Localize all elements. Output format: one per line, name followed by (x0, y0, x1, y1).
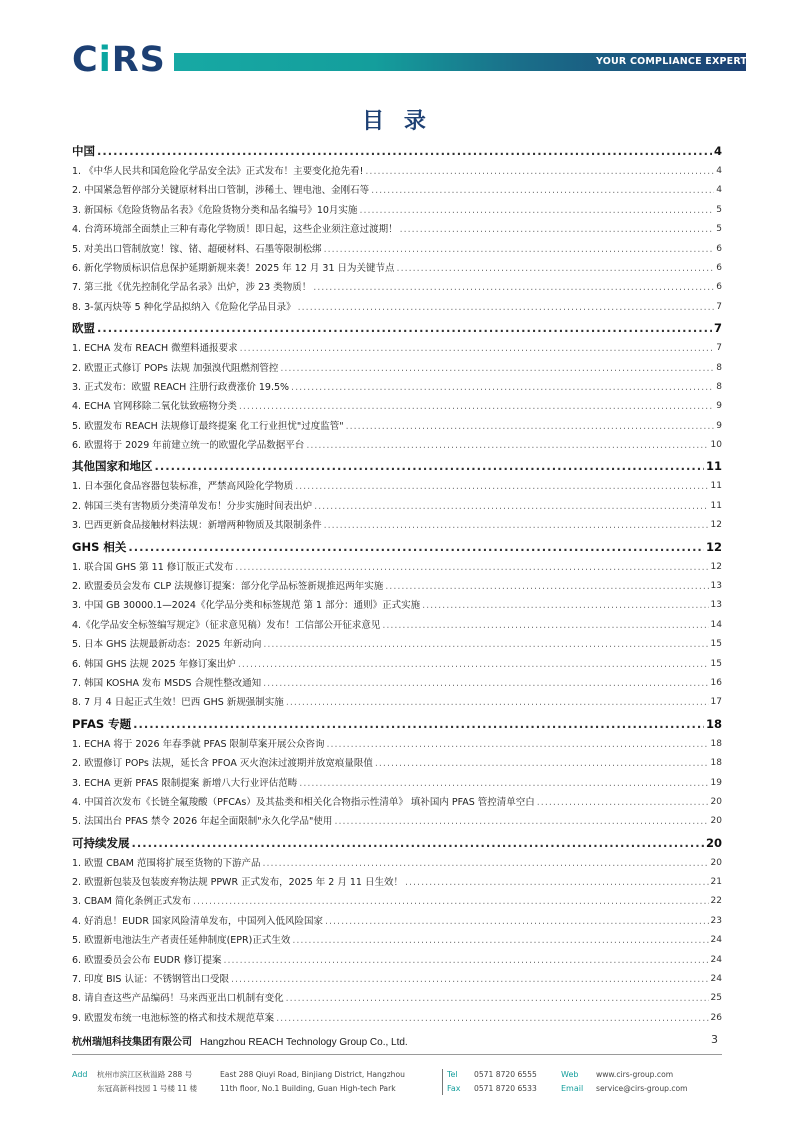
toc-section-heading[interactable] (72, 536, 722, 558)
toc-leader-dots (365, 162, 714, 181)
toc-leader-dots (133, 713, 704, 735)
toc-entry[interactable] (72, 616, 722, 635)
address-label: Add (72, 1070, 88, 1079)
toc-leader-dots (327, 735, 709, 754)
toc-entry[interactable] (72, 674, 722, 693)
email-address[interactable]: service@cirs-group.com (596, 1084, 688, 1093)
toc-entry-page: 9 (716, 420, 722, 431)
toc-entry[interactable] (72, 359, 722, 378)
logo-text: CiRS (72, 40, 166, 80)
toc-entry-page: 7 (716, 301, 722, 312)
toc-entry-page: 7 (716, 343, 722, 354)
toc-entry-title: 8. 请自查这些产品编码！马来西亚出口机制有变化 (72, 993, 284, 1005)
toc-entry[interactable] (72, 774, 722, 793)
toc-entry-page: 5 (716, 224, 722, 235)
toc-entry[interactable] (72, 278, 722, 297)
toc-entry[interactable] (72, 558, 722, 577)
toc-entry-page: 15 (710, 639, 722, 650)
toc-entry[interactable] (72, 912, 722, 931)
toc-entry-page: 11 (710, 481, 722, 492)
toc-leader-dots (306, 436, 708, 455)
toc-entry-title: 2. 中国紧急暂停部分关键原材料出口管制，涉稀土、锂电池、金刚石等 (72, 185, 370, 197)
toc-entry-title: 7. 印度 BIS 认证：不锈钢管出口受限 (72, 974, 229, 986)
toc-entry-page: 24 (710, 954, 722, 965)
tel-label: Tel (447, 1070, 458, 1079)
toc-entry-page: 14 (710, 619, 722, 630)
address-en-line1: East 288 Qiuyi Road, Binjiang District, Hangzhou (220, 1070, 405, 1079)
toc-section-page: 12 (705, 539, 722, 554)
toc-title: 目 录 (362, 109, 432, 134)
toc-leader-dots (239, 397, 714, 416)
address-cn-line1: 杭州市滨江区秋溢路 288 号 (97, 1070, 193, 1079)
toc-entry[interactable] (72, 259, 722, 278)
toc-entry[interactable] (72, 417, 722, 436)
address-cn-line2: 东冠高新科技园 1 号楼 11 楼 (97, 1084, 198, 1093)
toc-entry-page: 24 (710, 974, 722, 985)
toc-section-heading[interactable] (72, 713, 722, 735)
toc-leader-dots (385, 577, 708, 596)
toc-leader-dots (276, 1009, 708, 1028)
toc-leader-dots (128, 536, 704, 558)
toc-leader-dots (97, 140, 712, 162)
toc-entry[interactable] (72, 181, 722, 200)
cirs-logo (72, 40, 166, 80)
toc-entry-title: 3. 巴西更新食品接触材料法规：新增两种物质及其限制条件 (72, 520, 322, 532)
footer-company (72, 1033, 408, 1048)
footer-separator (442, 1069, 443, 1095)
toc-leader-dots (262, 854, 708, 873)
toc-entry-page: 13 (710, 581, 722, 592)
toc-entry-title: 1. 日本强化食品容器包装标准，严禁高风险化学物质 (72, 481, 294, 493)
toc-entry-title: 5. 欧盟发布 REACH 法规修订最终提案 化工行业担忧"过度监管" (72, 420, 344, 432)
toc-entry-page: 23 (710, 915, 722, 926)
toc-entry-page: 20 (710, 816, 722, 827)
toc-leader-dots (405, 873, 709, 892)
toc-entry-page: 4 (716, 185, 722, 196)
toc-entry[interactable] (72, 635, 722, 654)
toc-entry-title: 2. 韩国三类有害物质分类清单发布！分步实施时间表出炉 (72, 500, 313, 512)
toc-leader-dots (397, 259, 715, 278)
toc-leader-dots (324, 516, 709, 535)
toc-entry-page: 25 (710, 993, 722, 1004)
toc-leader-dots (224, 951, 709, 970)
toc-entry-title: 5. 对美出口管制放宽！镓、锗、超硬材料、石墨等限制松绑 (72, 243, 322, 255)
email-label: Email (561, 1084, 584, 1093)
toc-entry-title: 1. ECHA 发布 REACH 微塑料通报要求 (72, 343, 238, 355)
toc-entry-title: 5. 法国出台 PFAS 禁令 2026 年起全面限制"永久化学品"使用 (72, 816, 333, 828)
address-en-line2: 11th floor, No.1 Building, Guan High-tech Park (220, 1084, 396, 1093)
toc-entry-title: 6. 韩国 GHS 法规 2025 年修订案出炉 (72, 658, 236, 670)
toc-leader-dots (382, 616, 708, 635)
toc-entry-title: 1. 欧盟 CBAM 范围将扩展至货物的下游产品 (72, 857, 261, 869)
toc-section-title: 欧盟 (72, 321, 95, 336)
toc-entry-page: 6 (716, 243, 722, 254)
toc-entry-title: 3. ECHA 更新 PFAS 限制提案 新增八大行业评估范畴 (72, 777, 298, 789)
toc-entry-title: 4. ECHA 官网移除二氧化钛致癌物分类 (72, 401, 237, 413)
toc-leader-dots (97, 317, 712, 339)
toc-entry-page: 17 (710, 697, 722, 708)
toc-section-page: 20 (705, 835, 722, 850)
toc-entry-title: 6. 新化学物质标识信息保护延期新规来袭！2025 年 12 月 31 日为关键节点 (72, 262, 395, 274)
toc-section-heading[interactable] (72, 832, 722, 854)
toc-leader-dots (235, 558, 708, 577)
toc-entry-page: 20 (710, 857, 722, 868)
web-label: Web (561, 1070, 579, 1079)
toc-section-page: 18 (705, 716, 722, 731)
toc-entry-page: 22 (710, 896, 722, 907)
toc-leader-dots (346, 417, 715, 436)
toc-entry-title: 7. 第三批《优先控制化学品名录》出炉，涉 23 类物质！ (72, 282, 312, 294)
toc-leader-dots (325, 912, 709, 931)
toc-leader-dots (193, 893, 709, 912)
toc-entry-page: 21 (710, 877, 722, 888)
toc-entry-page: 8 (716, 362, 722, 373)
toc-leader-dots (291, 378, 714, 397)
toc-entry-title: 9. 欧盟发布统一电池标签的格式和技术规范草案 (72, 1012, 275, 1024)
toc-entry[interactable] (72, 873, 722, 892)
toc-entry[interactable] (72, 397, 722, 416)
toc-entry-page: 20 (710, 796, 722, 807)
toc-section-heading[interactable] (72, 140, 722, 162)
header-tagline: YOUR COMPLIANCE EXPERT (596, 56, 748, 67)
toc-leader-dots (299, 774, 708, 793)
tel-number: 0571 8720 6555 (474, 1070, 537, 1079)
toc-entry-page: 11 (710, 500, 722, 511)
page-number: 3 (711, 1033, 718, 1046)
toc-entry[interactable] (72, 596, 722, 615)
toc-leader-dots (263, 674, 708, 693)
toc-entry[interactable] (72, 655, 722, 674)
toc-entry-title: 4. 中国首次发布《长链全氟羧酸（PFCAs）及其盐类和相关化合物指示性清单》 填补国内 PFAS 管控清单空白 (72, 796, 535, 808)
company-name-cn: 杭州瑞旭科技集团有限公司 (72, 1037, 192, 1048)
toc-entry-title: 5. 日本 GHS 法规最新动态：2025 年新动向 (72, 639, 262, 651)
toc-entry-title: 8. 7 月 4 日起正式生效！巴西 GHS 新规强制实施 (72, 697, 284, 709)
toc-entry[interactable] (72, 989, 722, 1008)
toc-leader-dots (537, 793, 709, 812)
toc-section-title: 可持续发展 (72, 835, 130, 850)
toc-leader-dots (155, 455, 704, 477)
toc-entry-page: 10 (710, 440, 722, 451)
toc-entry[interactable] (72, 735, 722, 754)
toc-leader-dots (231, 970, 709, 989)
toc-entry-page: 12 (710, 520, 722, 531)
toc-section-page: 11 (705, 459, 722, 474)
toc-entry-title: 2. 欧盟正式修订 POPs 法规 加强溴代阻燃剂管控 (72, 362, 279, 374)
toc-entry[interactable] (72, 240, 722, 259)
toc-entry-title: 2. 欧盟修订 POPs 法规，延长含 PFOA 灭火泡沫过渡期并放宽痕量限值 (72, 758, 373, 770)
toc-entry-title: 5. 欧盟新电池法生产者责任延伸制度(EPR)正式生效 (72, 935, 291, 947)
toc-leader-dots (240, 339, 715, 358)
toc-entry-page: 13 (710, 600, 722, 611)
toc-entry[interactable] (72, 577, 722, 596)
toc-section-title: 其他国家和地区 (72, 459, 153, 474)
toc-leader-dots (313, 278, 714, 297)
toc-leader-dots (371, 181, 714, 200)
toc-section-page: 7 (713, 321, 722, 336)
toc-entry[interactable] (72, 812, 722, 831)
toc-entry[interactable] (72, 220, 722, 239)
toc-section-page: 4 (713, 144, 722, 158)
toc-entry-page: 16 (710, 677, 722, 688)
toc-entry[interactable] (72, 298, 722, 317)
toc-leader-dots (375, 754, 709, 773)
toc-entry-title: 3. 新国标《危险货物品名表》《危险货物分类和品名编号》10月实施 (72, 204, 358, 216)
toc-section-heading[interactable] (72, 455, 722, 477)
toc-entry[interactable] (72, 162, 722, 181)
toc-entry-page: 9 (716, 401, 722, 412)
toc-leader-dots (286, 989, 709, 1008)
toc-entry-page: 8 (716, 381, 722, 392)
footer-divider (72, 1054, 722, 1055)
fax-label: Fax (447, 1084, 461, 1093)
toc-leader-dots (400, 220, 715, 239)
toc-entry[interactable] (72, 931, 722, 950)
web-url[interactable]: www.cirs-group.com (596, 1070, 674, 1079)
toc-leader-dots (263, 635, 708, 654)
toc-entry-page: 18 (710, 758, 722, 769)
toc-entry-page: 6 (716, 282, 722, 293)
fax-number: 0571 8720 6533 (474, 1084, 537, 1093)
toc-entry-page: 19 (710, 777, 722, 788)
toc-leader-dots (359, 201, 714, 220)
toc-entry-page: 18 (710, 738, 722, 749)
toc-entry[interactable] (72, 893, 722, 912)
toc-leader-dots (132, 832, 704, 854)
toc-entry-page: 26 (710, 1012, 722, 1023)
toc-entry-title: 6. 欧盟委员会公布 EUDR 修订提案 (72, 954, 222, 966)
toc-entry-title: 7. 韩国 KOSHA 发布 MSDS 合规性整改通知 (72, 677, 262, 689)
toc-entry-page: 4 (716, 165, 722, 176)
toc-entry[interactable] (72, 951, 722, 970)
toc-leader-dots (238, 655, 709, 674)
toc-entry[interactable] (72, 378, 722, 397)
toc-entry-page: 6 (716, 262, 722, 273)
toc-entry-page: 15 (710, 658, 722, 669)
toc-entry[interactable] (72, 1009, 722, 1028)
toc-entry[interactable] (72, 477, 722, 496)
toc-entry[interactable] (72, 754, 722, 773)
toc-entry-title: 3. 中国 GB 30000.1—2024《化学品分类和标签规范 第 1 部分：通则》正式实施 (72, 600, 421, 612)
toc-entry[interactable] (72, 339, 722, 358)
toc-section-heading[interactable] (72, 317, 722, 339)
toc-entry[interactable] (72, 497, 722, 516)
toc-entry-page: 12 (710, 561, 722, 572)
toc-entry[interactable] (72, 693, 722, 712)
toc-leader-dots (314, 497, 708, 516)
toc-section-title: PFAS 专题 (72, 716, 132, 731)
page-header (0, 0, 794, 100)
toc-entry[interactable] (72, 970, 722, 989)
toc-section-title: GHS 相关 (72, 539, 127, 554)
toc-leader-dots (324, 240, 715, 259)
toc-entry-title: 1. 《中华人民共和国危险化学品安全法》正式发布！主要变化抢先看! (72, 165, 364, 177)
toc-entry-title: 1. 联合国 GHS 第 11 修订版正式发布 (72, 561, 234, 573)
toc-entry-page: 24 (710, 935, 722, 946)
toc-section-title: 中国 (72, 144, 95, 158)
toc-entry-title: 2. 欧盟委员会发布 CLP 法规修订提案：部分化学品标签新规推迟两年实施 (72, 581, 384, 593)
toc-entry-title: 1. ECHA 将于 2026 年春季就 PFAS 限制草案开展公众咨询 (72, 738, 325, 750)
toc-entry[interactable] (72, 516, 722, 535)
toc-entry-title: 2. 欧盟新包装及包装废弃物法规 PPWR 正式发布，2025 年 2 月 11 日生效！ (72, 877, 403, 889)
toc-entry[interactable] (72, 854, 722, 873)
toc-leader-dots (334, 812, 708, 831)
company-name-en: Hangzhou REACH Technology Group Co., Ltd. (200, 1037, 408, 1048)
toc-leader-dots (286, 693, 709, 712)
toc-entry-title: 4. 台湾环境部全面禁止三种有毒化学物质！即日起，这些企业须注意过渡期！ (72, 224, 398, 236)
toc-entry-title: 4. 好消息！EUDR 国家风险清单发布，中国列入低风险国家 (72, 915, 323, 927)
toc-entry[interactable] (72, 793, 722, 812)
toc-leader-dots (280, 359, 714, 378)
toc-leader-dots (298, 298, 715, 317)
toc-entry-title: 4.《化学品安全标签编写规定》（征求意见稿）发布！工信部公开征求意见 (72, 619, 381, 631)
toc-entry[interactable] (72, 201, 722, 220)
toc-entry-title: 3. 正式发布：欧盟 REACH 注册行政费涨价 19.5% (72, 381, 290, 393)
toc-entry-title: 6. 欧盟将于 2029 年前建立统一的欧盟化学品数据平台 (72, 440, 305, 452)
toc-entry[interactable] (72, 436, 722, 455)
toc-entry-title: 3. CBAM 简化条例正式发布 (72, 896, 191, 908)
toc-leader-dots (422, 596, 708, 615)
toc-entry-page: 5 (716, 204, 722, 215)
table-of-contents (72, 140, 722, 1028)
toc-leader-dots (295, 477, 708, 496)
toc-entry-title: 8. 3-氯丙炔等 5 种化学品拟纳入《危险化学品目录》 (72, 301, 296, 313)
toc-leader-dots (292, 931, 708, 950)
